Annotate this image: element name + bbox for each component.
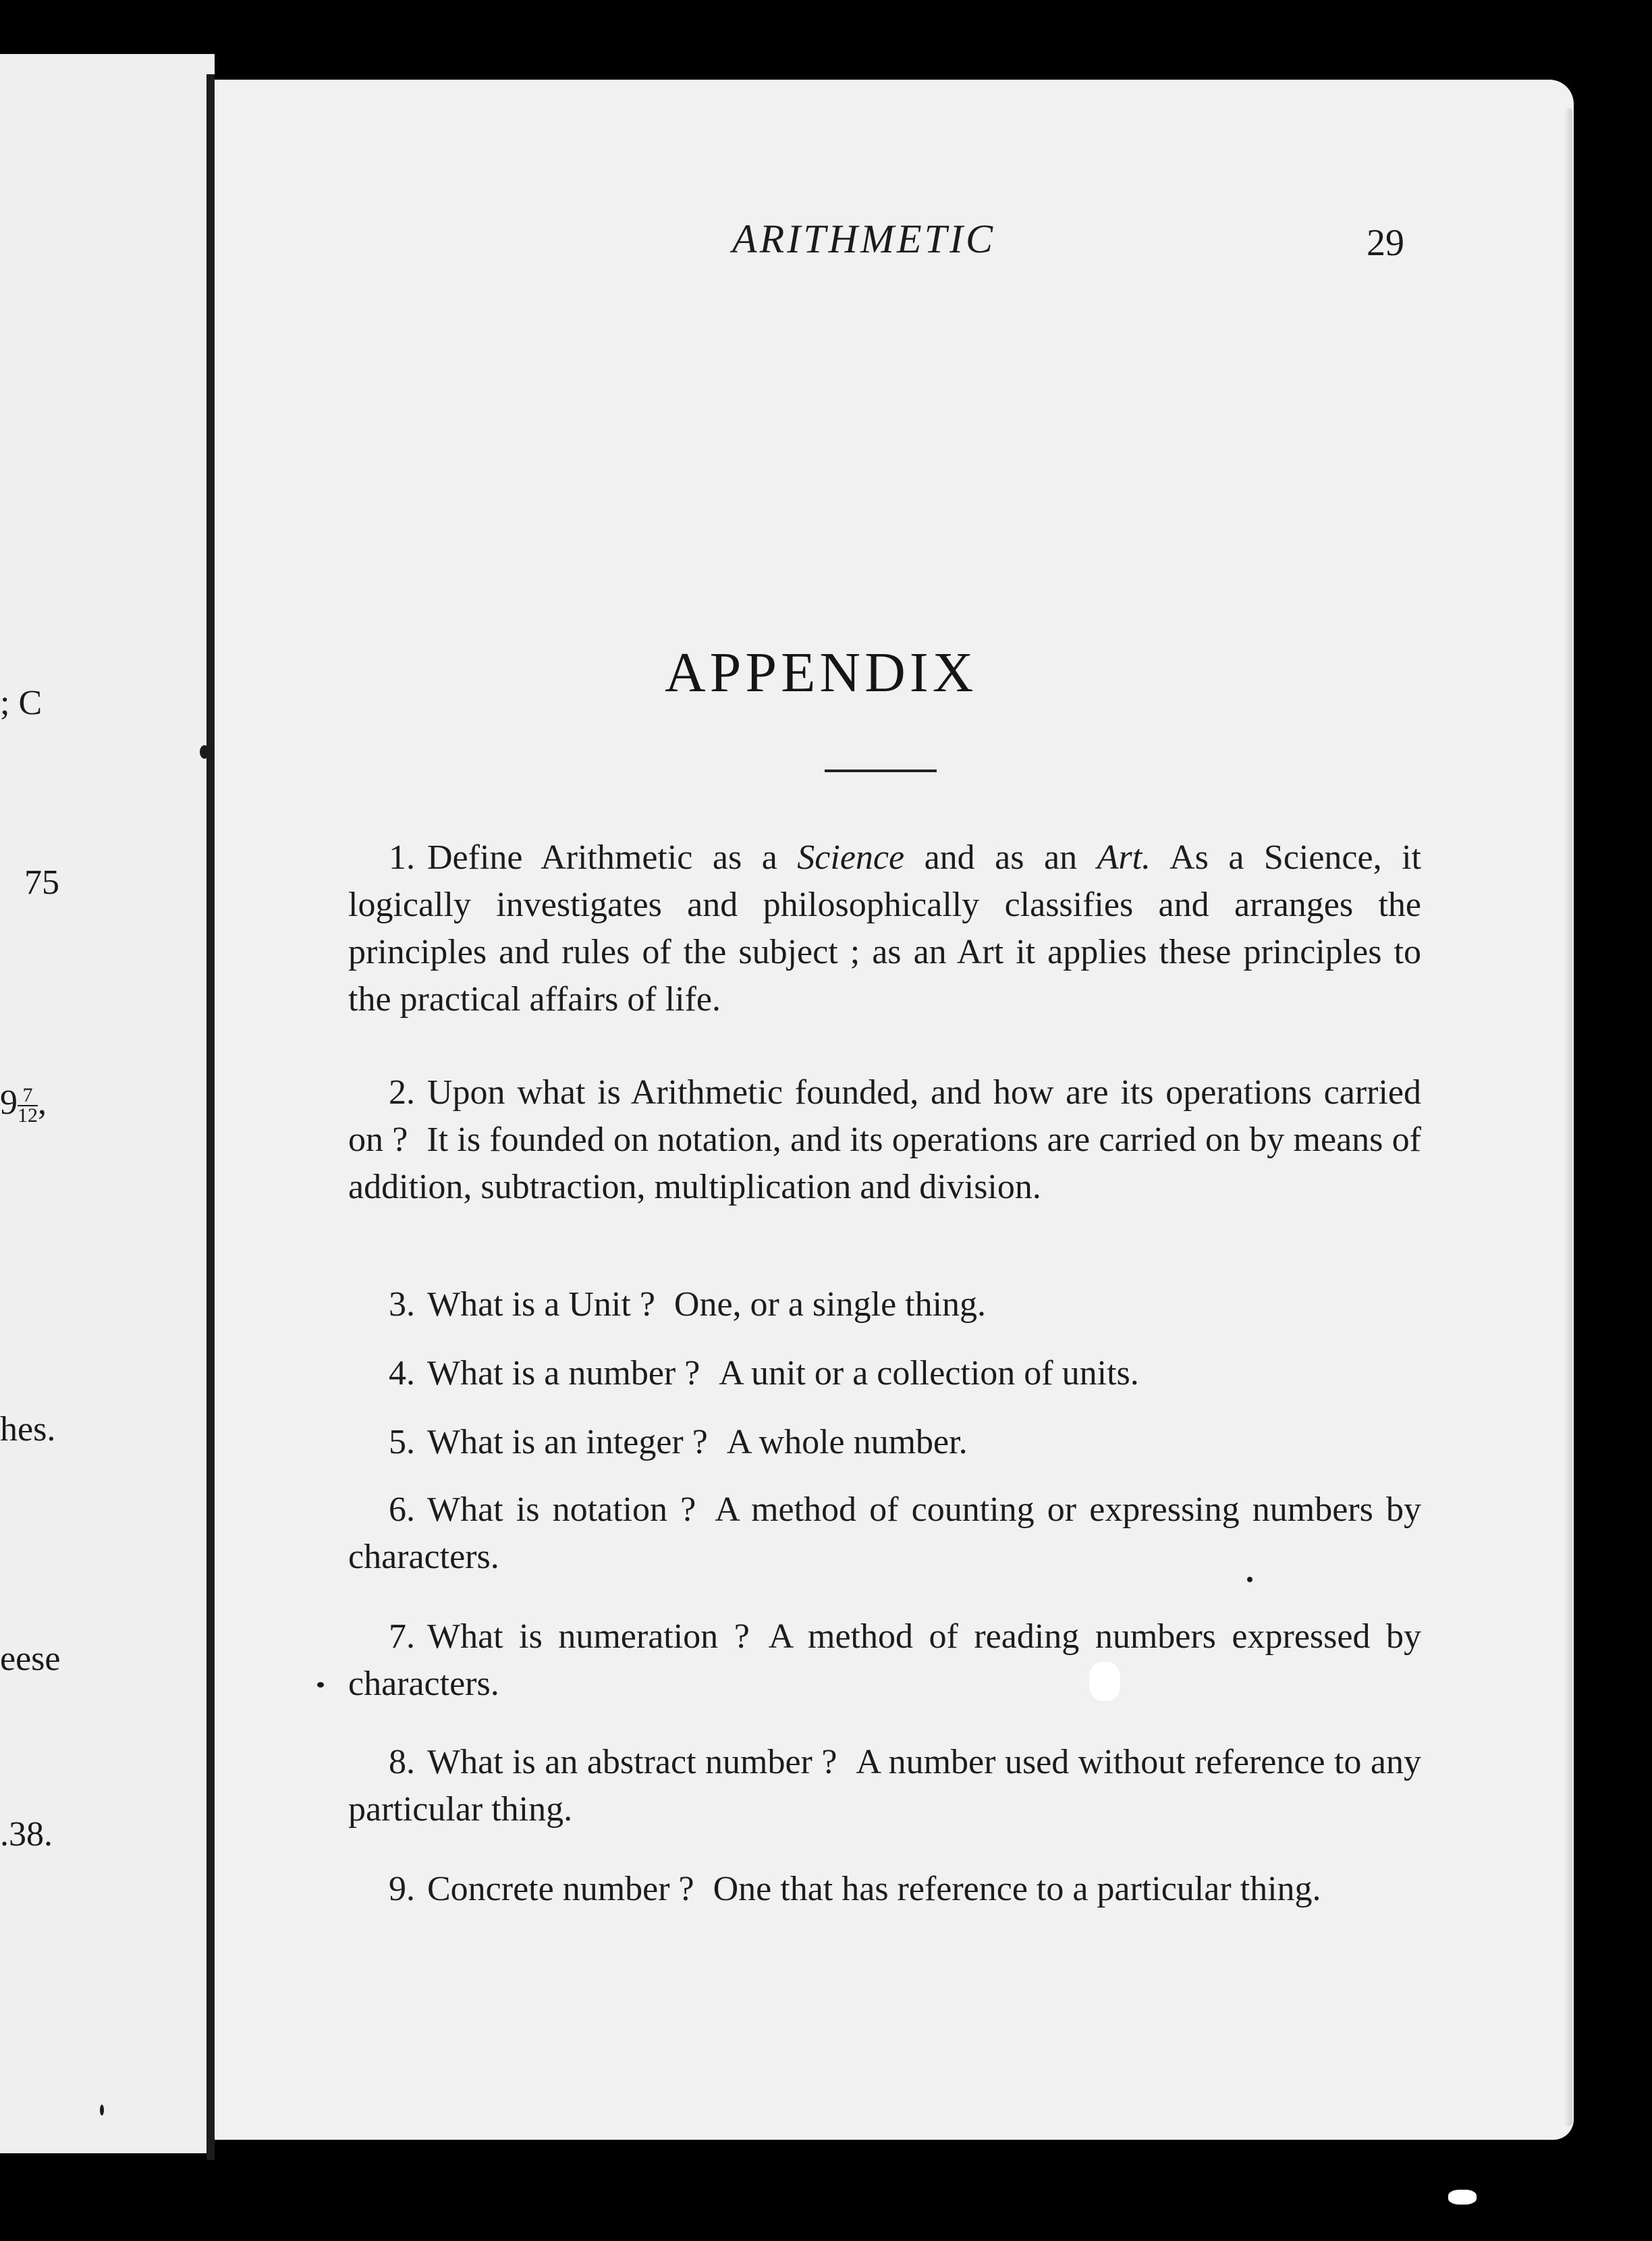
item-question-part: and as an bbox=[904, 838, 1097, 877]
item-number: 6. bbox=[389, 1490, 415, 1529]
fraction-denominator: 12 bbox=[18, 1104, 38, 1127]
item-answer: A method of counting or expressing numbers by characters. bbox=[348, 1490, 1421, 1576]
left-fragment-text: eese bbox=[0, 1640, 61, 1678]
item-number: 3. bbox=[389, 1285, 415, 1324]
item-question: What is a Unit ? bbox=[427, 1285, 655, 1324]
fraction bbox=[18, 1086, 38, 1125]
appendix-item-4 bbox=[348, 1350, 1421, 1397]
item-answer: A number used without reference to any particular thing. bbox=[348, 1743, 1421, 1829]
scan-speck bbox=[1247, 1577, 1252, 1582]
page-number: 29 bbox=[1367, 222, 1404, 264]
fraction-numerator: 7 bbox=[22, 1084, 33, 1107]
item-answer: It is founded on notation, and its operations are carried on by means of addition, subtraction, multiplication and division. bbox=[348, 1120, 1421, 1206]
fraction-comma: , bbox=[38, 1083, 47, 1122]
item-question: What is an abstract number ? bbox=[427, 1743, 837, 1781]
appendix-item-1 bbox=[348, 834, 1421, 1023]
page-title: APPENDIX bbox=[665, 641, 978, 704]
item-question: What is notation ? bbox=[427, 1490, 696, 1529]
item-answer: A unit or a collection of units. bbox=[719, 1354, 1139, 1393]
left-fragment-text: ; C bbox=[0, 684, 43, 722]
scan-white-speck bbox=[1448, 2190, 1477, 2205]
scan-speck bbox=[200, 745, 209, 759]
item-question: What is a number ? bbox=[427, 1354, 700, 1393]
appendix-item-2 bbox=[348, 1069, 1421, 1211]
appendix-item-3 bbox=[348, 1281, 1421, 1328]
running-head: ARITHMETIC bbox=[732, 217, 995, 261]
left-fragment-text: 75 bbox=[24, 863, 59, 902]
item-question-part: Define Arithmetic as a bbox=[427, 838, 798, 877]
page-edge-shadow bbox=[1564, 108, 1572, 2126]
scan-speck bbox=[100, 2105, 104, 2115]
item-number: 2. bbox=[389, 1073, 415, 1112]
item-answer: A method of reading numbers expressed by characters. bbox=[348, 1617, 1421, 1703]
title-rule bbox=[825, 770, 937, 772]
appendix-item-6 bbox=[348, 1486, 1421, 1581]
item-number: 8. bbox=[389, 1743, 415, 1781]
item-answer: A whole number. bbox=[726, 1423, 968, 1461]
appendix-item-8 bbox=[348, 1739, 1421, 1833]
item-question: What is numeration ? bbox=[427, 1617, 750, 1656]
left-fragment-text: hes. bbox=[0, 1410, 56, 1449]
item-question: Concrete number ? bbox=[427, 1870, 694, 1908]
item-number: 9. bbox=[389, 1870, 415, 1908]
scan-white-speck bbox=[1089, 1662, 1120, 1701]
scan-speck bbox=[317, 1682, 324, 1688]
item-number: 4. bbox=[389, 1354, 415, 1393]
appendix-item-9 bbox=[348, 1866, 1421, 1913]
left-fragment-text: .38. bbox=[0, 1815, 53, 1854]
item-answer: One, or a single thing. bbox=[673, 1285, 987, 1324]
item-answer: As a Science, it logically investigates and philosophically classifies and arranges the principles and rules of the subject ; as an Art it applies these principles to the practical affairs of life. bbox=[348, 838, 1421, 1019]
left-page-fragment bbox=[0, 54, 215, 2153]
item-number: 5. bbox=[389, 1423, 415, 1461]
appendix-item-7 bbox=[348, 1613, 1421, 1708]
item-question: Upon what is Arithmetic founded, and how are its operations carried on ? bbox=[348, 1073, 1421, 1159]
fraction-whole: 9 bbox=[0, 1083, 18, 1122]
item-number: 1. bbox=[389, 838, 415, 877]
item-question-emphasis: Science bbox=[797, 838, 905, 877]
appendix-item-5 bbox=[348, 1419, 1421, 1466]
item-question-emphasis: Art. bbox=[1097, 838, 1151, 877]
item-number: 7. bbox=[389, 1617, 415, 1656]
left-fragment-fraction bbox=[0, 1083, 47, 1125]
book-gutter bbox=[206, 74, 215, 2160]
item-question: What is an integer ? bbox=[427, 1423, 708, 1461]
item-answer: One that has reference to a particular thing. bbox=[713, 1870, 1321, 1908]
